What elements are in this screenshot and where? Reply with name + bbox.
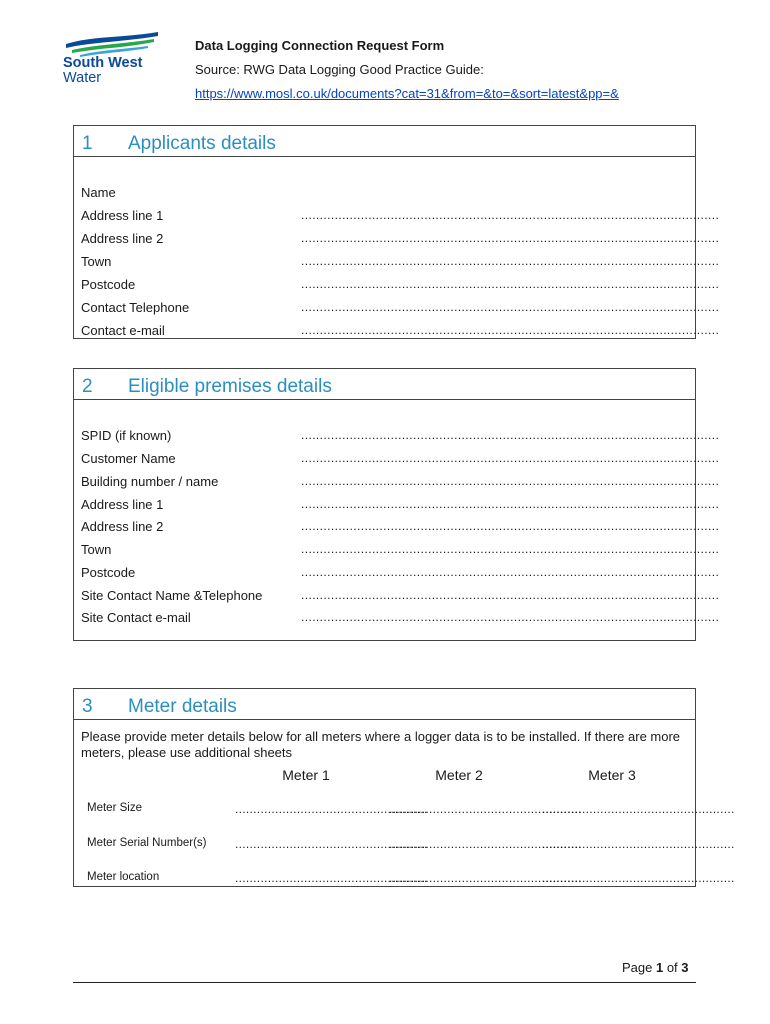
brand-line1: South West: [63, 55, 143, 71]
field-row: [81, 185, 687, 205]
field-label: Address line 1: [81, 497, 164, 512]
field-row[interactable]: [81, 208, 720, 228]
field-label: Postcode: [81, 277, 136, 292]
fill-line[interactable]: ................................................................................................................: [301, 254, 720, 268]
field-row[interactable]: [81, 610, 720, 630]
section-header: [74, 126, 695, 157]
field-row[interactable]: [81, 451, 720, 471]
field-label: Site Contact Name &Telephone: [81, 588, 263, 603]
current-page: 1: [655, 960, 664, 975]
field-row[interactable]: [81, 277, 720, 297]
field-label: Address line 2: [81, 231, 164, 246]
meter-instructions: Please provide meter details below for all meters where a logger data is to be installed. If there are more meters, please use additional sheets: [81, 729, 681, 760]
fill-line[interactable]: ................................................................................................................: [301, 428, 720, 442]
fill-line[interactable]: ................................................................................................................: [301, 277, 720, 291]
section-meters: [73, 688, 735, 887]
section-title: Meter details: [128, 696, 237, 717]
meter-column-header: Meter 1: [282, 767, 330, 783]
meter-fill-line[interactable]: .....................................................: [235, 871, 428, 885]
meter-fill-line[interactable]: .....................................................: [389, 871, 582, 885]
section-applicants: [73, 125, 720, 339]
field-row[interactable]: [81, 428, 720, 448]
page-of: of: [663, 960, 682, 975]
field-label: Contact e-mail: [81, 323, 165, 338]
field-label: Name: [81, 185, 116, 200]
section-number: 2: [82, 376, 93, 397]
fill-line[interactable]: ................................................................................................................: [301, 610, 720, 624]
field-label: Address line 2: [81, 519, 164, 534]
fill-line[interactable]: ................................................................................................................: [301, 300, 720, 314]
fill-line[interactable]: ................................................................................................................: [301, 519, 720, 533]
field-label: Site Contact e-mail: [81, 610, 191, 625]
meter-fill-line[interactable]: .....................................................: [235, 837, 428, 851]
fill-line[interactable]: ................................................................................................................: [301, 231, 720, 245]
fill-line[interactable]: ................................................................................................................: [301, 542, 720, 556]
source-link[interactable]: https://www.mosl.co.uk/documents?cat=31&from=&to=&sort=latest&pp=&: [195, 86, 619, 101]
section-header: [74, 689, 695, 720]
field-label: Town: [81, 254, 112, 269]
brand-line2: Water: [63, 70, 102, 86]
meter-column-header: Meter 3: [588, 767, 636, 783]
field-label: Customer Name: [81, 451, 176, 466]
field-row[interactable]: [81, 231, 720, 251]
field-row[interactable]: [81, 519, 720, 539]
field-row[interactable]: [81, 254, 720, 274]
form-header: [195, 38, 619, 101]
meter-row-label: Meter location: [87, 871, 160, 883]
fill-line[interactable]: ................................................................................................................: [301, 588, 720, 602]
brand-name: [63, 56, 142, 86]
meter-fill-line[interactable]: .....................................................: [542, 871, 735, 885]
meter-fill-line[interactable]: .....................................................: [389, 802, 582, 816]
section-title: Applicants details: [128, 133, 276, 154]
meter-fill-line[interactable]: .....................................................: [389, 837, 582, 851]
fill-line[interactable]: ................................................................................................................: [301, 474, 720, 488]
page-number: [622, 960, 689, 975]
field-row[interactable]: [81, 542, 720, 562]
form-title: Data Logging Connection Request Form: [195, 38, 445, 53]
field-row[interactable]: [81, 565, 720, 585]
source-text: Source: RWG Data Logging Good Practice Guide:: [195, 62, 484, 77]
field-label: SPID (if known): [81, 428, 172, 443]
section-premises: [73, 368, 720, 641]
field-label: Contact Telephone: [81, 300, 190, 315]
section-title: Eligible premises details: [128, 376, 332, 397]
fill-line[interactable]: ................................................................................................................: [301, 497, 720, 511]
field-label: Postcode: [81, 565, 136, 580]
field-label: Address line 1: [81, 208, 164, 223]
fill-line[interactable]: ................................................................................................................: [301, 565, 720, 579]
fill-line[interactable]: ................................................................................................................: [301, 208, 720, 222]
section-number: 1: [82, 133, 93, 154]
fill-line[interactable]: ................................................................................................................: [301, 451, 720, 465]
field-label: Building number / name: [81, 474, 219, 489]
fill-line[interactable]: ................................................................................................................: [301, 323, 720, 337]
meter-column-header: Meter 2: [435, 767, 483, 783]
meter-row-label: Meter Size: [87, 802, 142, 814]
meter-fill-line[interactable]: .....................................................: [235, 802, 428, 816]
field-row[interactable]: [81, 323, 720, 343]
total-pages: 3: [681, 960, 689, 975]
field-row[interactable]: [81, 300, 720, 320]
section-number: 3: [82, 696, 93, 717]
page-prefix: Page: [622, 960, 656, 975]
meter-fill-line[interactable]: .....................................................: [542, 802, 735, 816]
field-row[interactable]: [81, 588, 720, 608]
footer-rule: [73, 982, 696, 983]
meter-row-label: Meter Serial Number(s): [87, 837, 207, 849]
section-header: [74, 369, 695, 400]
field-row[interactable]: [81, 474, 720, 494]
field-row[interactable]: [81, 497, 720, 517]
meter-fill-line[interactable]: .....................................................: [542, 837, 735, 851]
field-label: Town: [81, 542, 112, 557]
